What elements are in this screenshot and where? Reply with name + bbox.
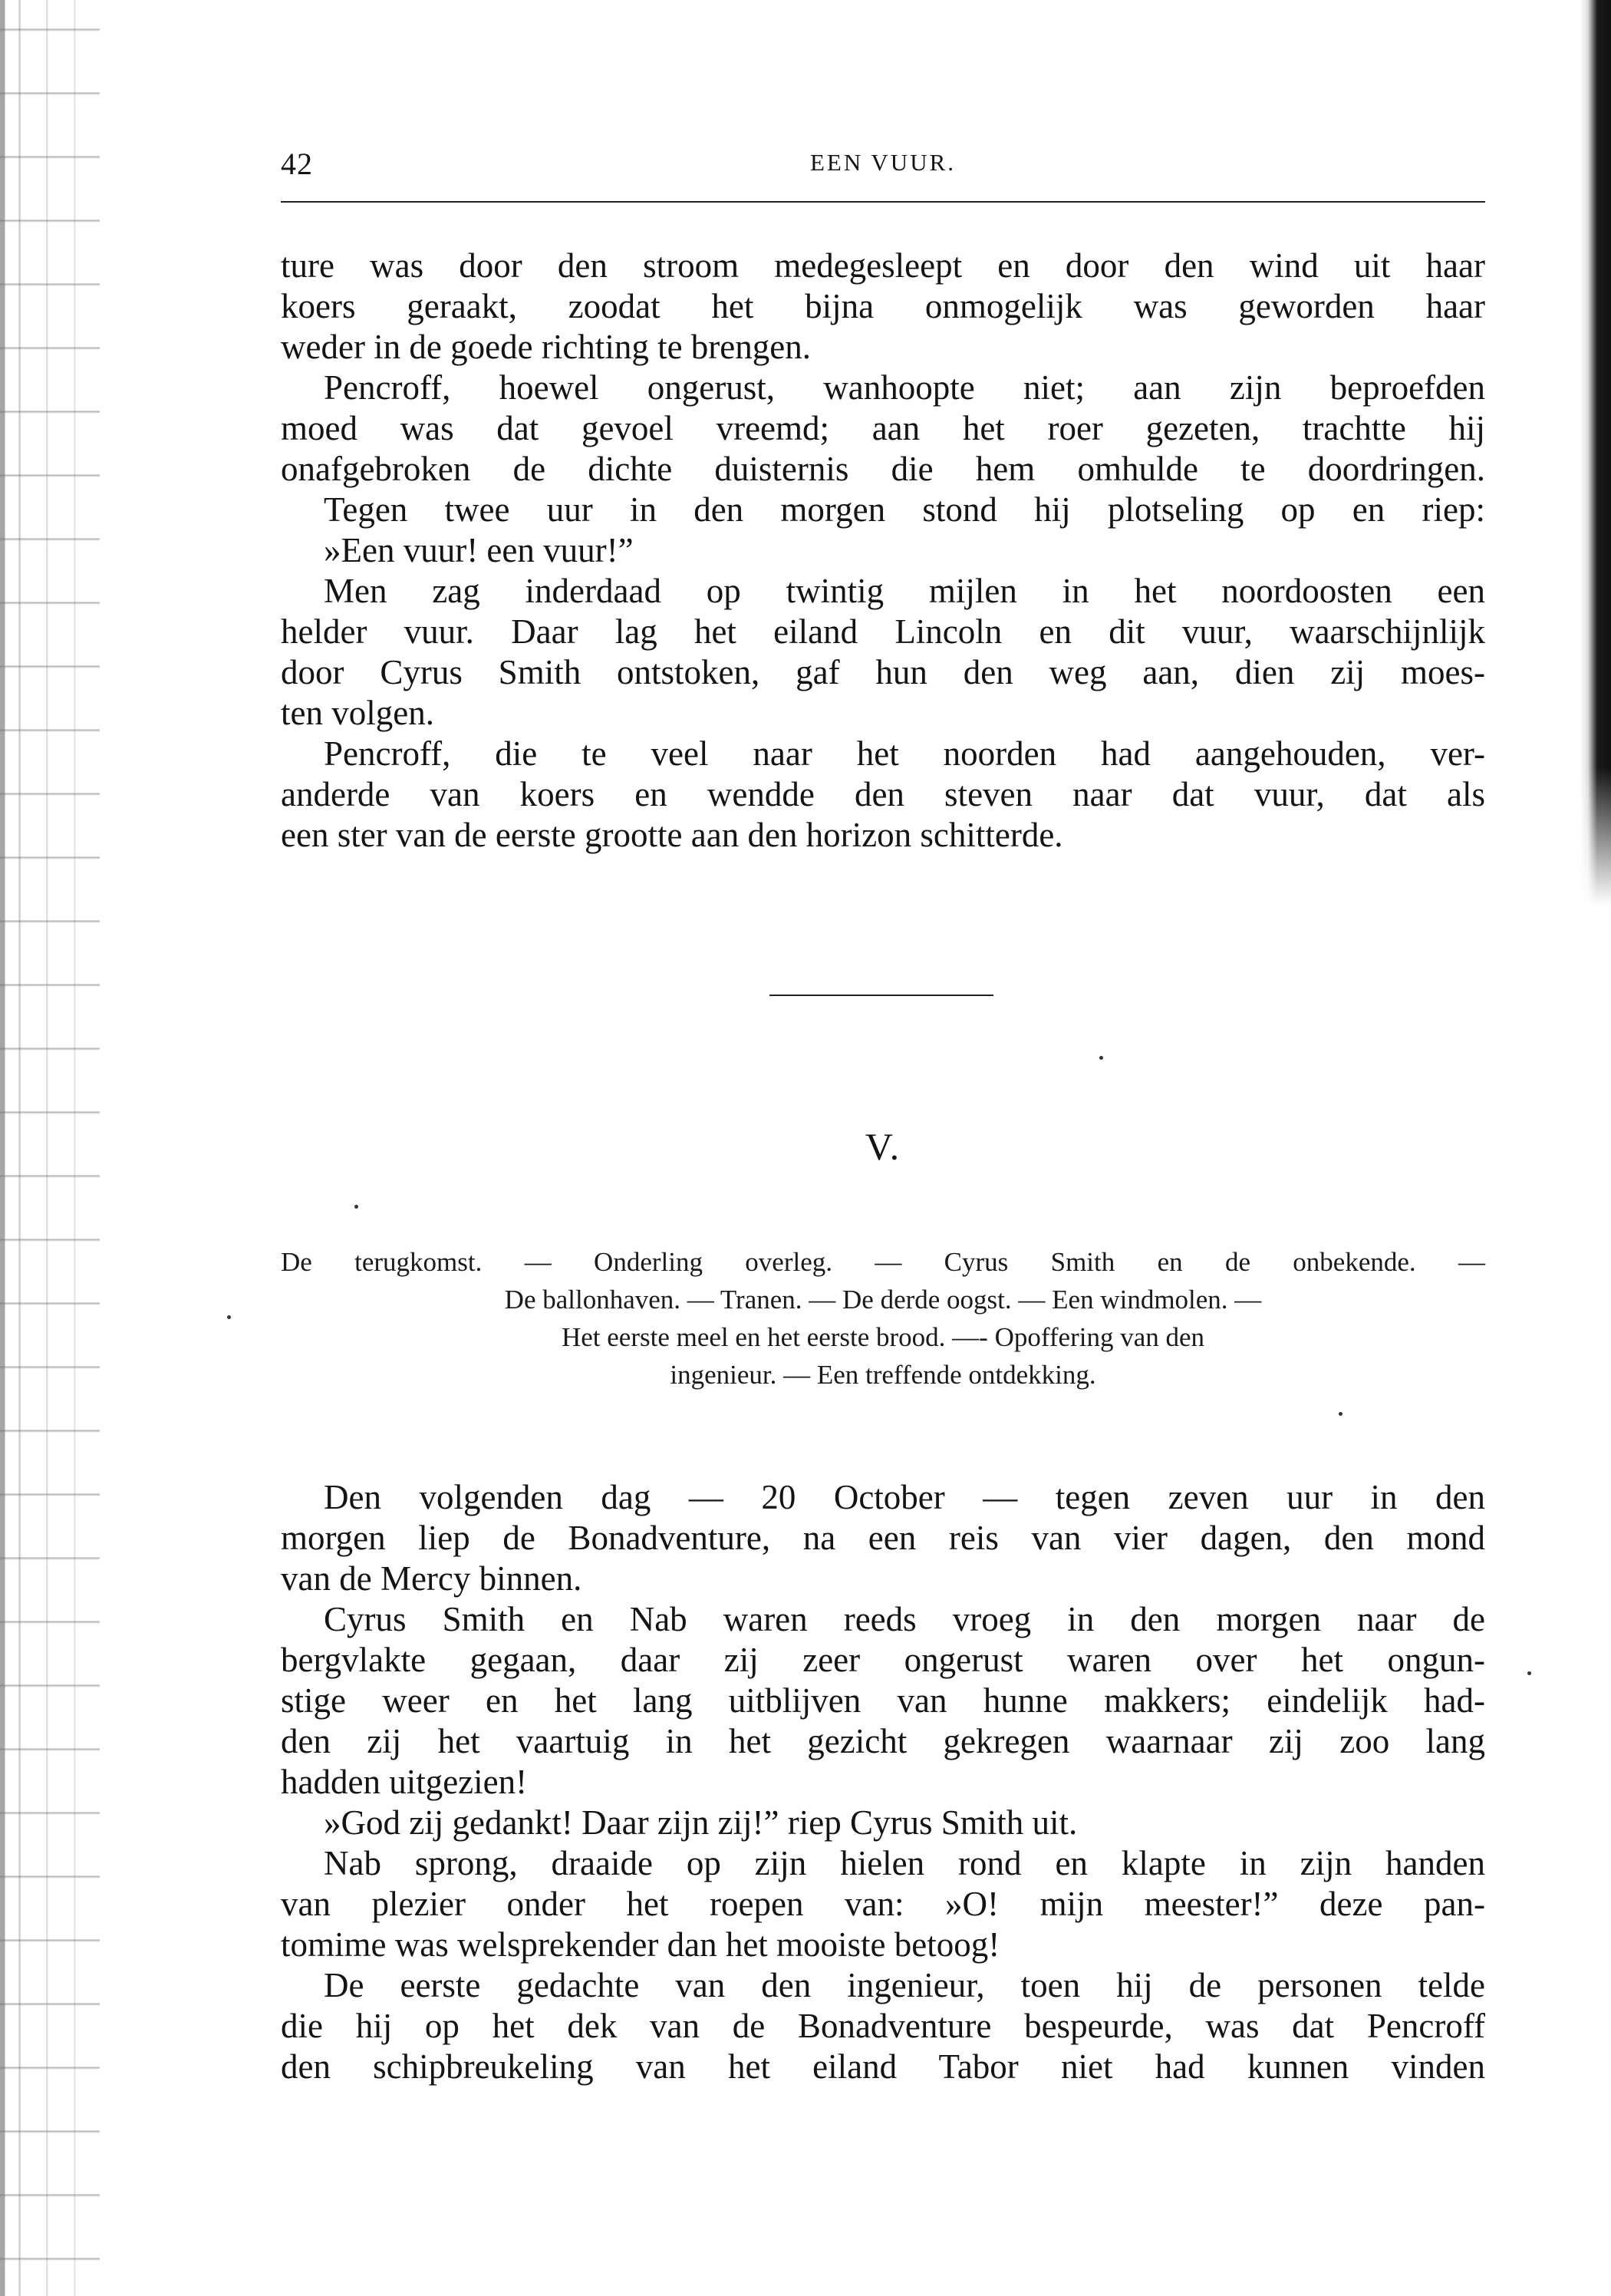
text-line: Pencroff, die te veel naar het noorden had aangehouden, ver-: [324, 734, 1485, 773]
text-block-bottom: [281, 1477, 1485, 2087]
scan-speck: [1527, 1671, 1531, 1675]
summary-line: ingenieur. — Een treffende ontdekking.: [670, 1360, 1096, 1390]
text-block-top: [281, 246, 1485, 856]
text-line: helder vuur. Daar lag het eiland Lincoln en dit vuur, waarschijnlijk: [281, 612, 1485, 651]
text-line: Den volgenden dag — 20 October — tegen zeven uur in den: [324, 1478, 1485, 1516]
text-line: Men zag inderdaad op twintig mijlen in het noordoosten een: [324, 572, 1485, 610]
scan-speck: [1339, 1412, 1342, 1416]
scan-speck: [1099, 1056, 1103, 1060]
scanned-binding-edge: [0, 0, 100, 2296]
text-line: bergvlakte gegaan, daar zij zeer ongerust waren over het ongun-: [281, 1641, 1485, 1679]
text-line: hadden uitgezien!: [281, 1763, 528, 1801]
running-head: EEN VUUR.: [809, 149, 957, 176]
text-line: van plezier onder het roepen van: »O! mijn meester!” deze pan-: [281, 1885, 1485, 1923]
text-line: van de Mercy binnen.: [281, 1559, 582, 1598]
text-line: ture was door den stroom medegesleept en door den wind uit haar: [281, 246, 1485, 285]
summary-line: De terugkomst. — Onderling overleg. — Cyrus Smith en de onbekende. —: [281, 1247, 1485, 1277]
chapter-number: V.: [865, 1125, 901, 1168]
text-line: »Een vuur! een vuur!”: [324, 531, 634, 569]
scanned-right-edge-fade: [1580, 767, 1611, 2296]
header-rule: [281, 201, 1485, 203]
text-line: Pencroff, hoewel ongerust, wanhoopte niet; aan zijn beproefden: [324, 368, 1485, 407]
chapter-summary: [281, 1243, 1485, 1394]
scan-speck: [354, 1205, 358, 1209]
text-line: den zij het vaartuig in het gezicht gekregen waarnaar zij zoo lang: [281, 1722, 1485, 1760]
text-line: Cyrus Smith en Nab waren reeds vroeg in den morgen naar de: [324, 1600, 1485, 1638]
text-line: De eerste gedachte van den ingenieur, toen hij de personen telde: [324, 1966, 1485, 2004]
text-line: Tegen twee uur in den morgen stond hij plotseling op en riep:: [324, 490, 1485, 529]
page-header: [281, 146, 1485, 190]
text-line: moed was dat gevoel vreemd; aan het roer gezeten, trachtte hij: [281, 409, 1485, 447]
text-line: weder in de goede richting te brengen.: [281, 328, 811, 366]
text-line: Nab sprong, draaide op zijn hielen rond en klapte in zijn handen: [324, 1844, 1485, 1882]
text-line: die hij op het dek van de Bonadventure bespeurde, was dat Pencroff: [281, 2007, 1485, 2045]
text-line: door Cyrus Smith ontstoken, gaf hun den weg aan, dien zij moes-: [281, 653, 1485, 691]
text-line: ten volgen.: [281, 694, 434, 732]
text-line: tomime was welsprekender dan het mooiste betoog!: [281, 1925, 1000, 1964]
text-line: stige weer en het lang uitblijven van hunne makkers; eindelijk had-: [281, 1681, 1485, 1720]
section-separator: [769, 995, 993, 996]
scan-speck: [227, 1315, 231, 1319]
text-line: den schipbreukeling van het eiland Tabor niet had kunnen vinden: [281, 2047, 1485, 2086]
text-line: onafgebroken de dichte duisternis die hem omhulde te doordringen.: [281, 450, 1485, 488]
text-line: morgen liep de Bonadventure, na een reis van vier dagen, den mond: [281, 1519, 1485, 1557]
text-line: anderde van koers en wendde den steven naar dat vuur, dat als: [281, 775, 1485, 813]
text-line: »God zij gedankt! Daar zijn zij!” riep Cyrus Smith uit.: [324, 1803, 1078, 1842]
page-number: 42: [281, 147, 313, 181]
summary-line: De ballonhaven. — Tranen. — De derde oogst. — Een windmolen. —: [504, 1285, 1262, 1315]
summary-line: Het eerste meel en het eerste brood. —- Opoffering van den: [561, 1322, 1205, 1352]
text-line: koers geraakt, zoodat het bijna onmogelijk was geworden haar: [281, 287, 1485, 325]
text-line: een ster van de eerste grootte aan den horizon schitterde.: [281, 816, 1063, 854]
